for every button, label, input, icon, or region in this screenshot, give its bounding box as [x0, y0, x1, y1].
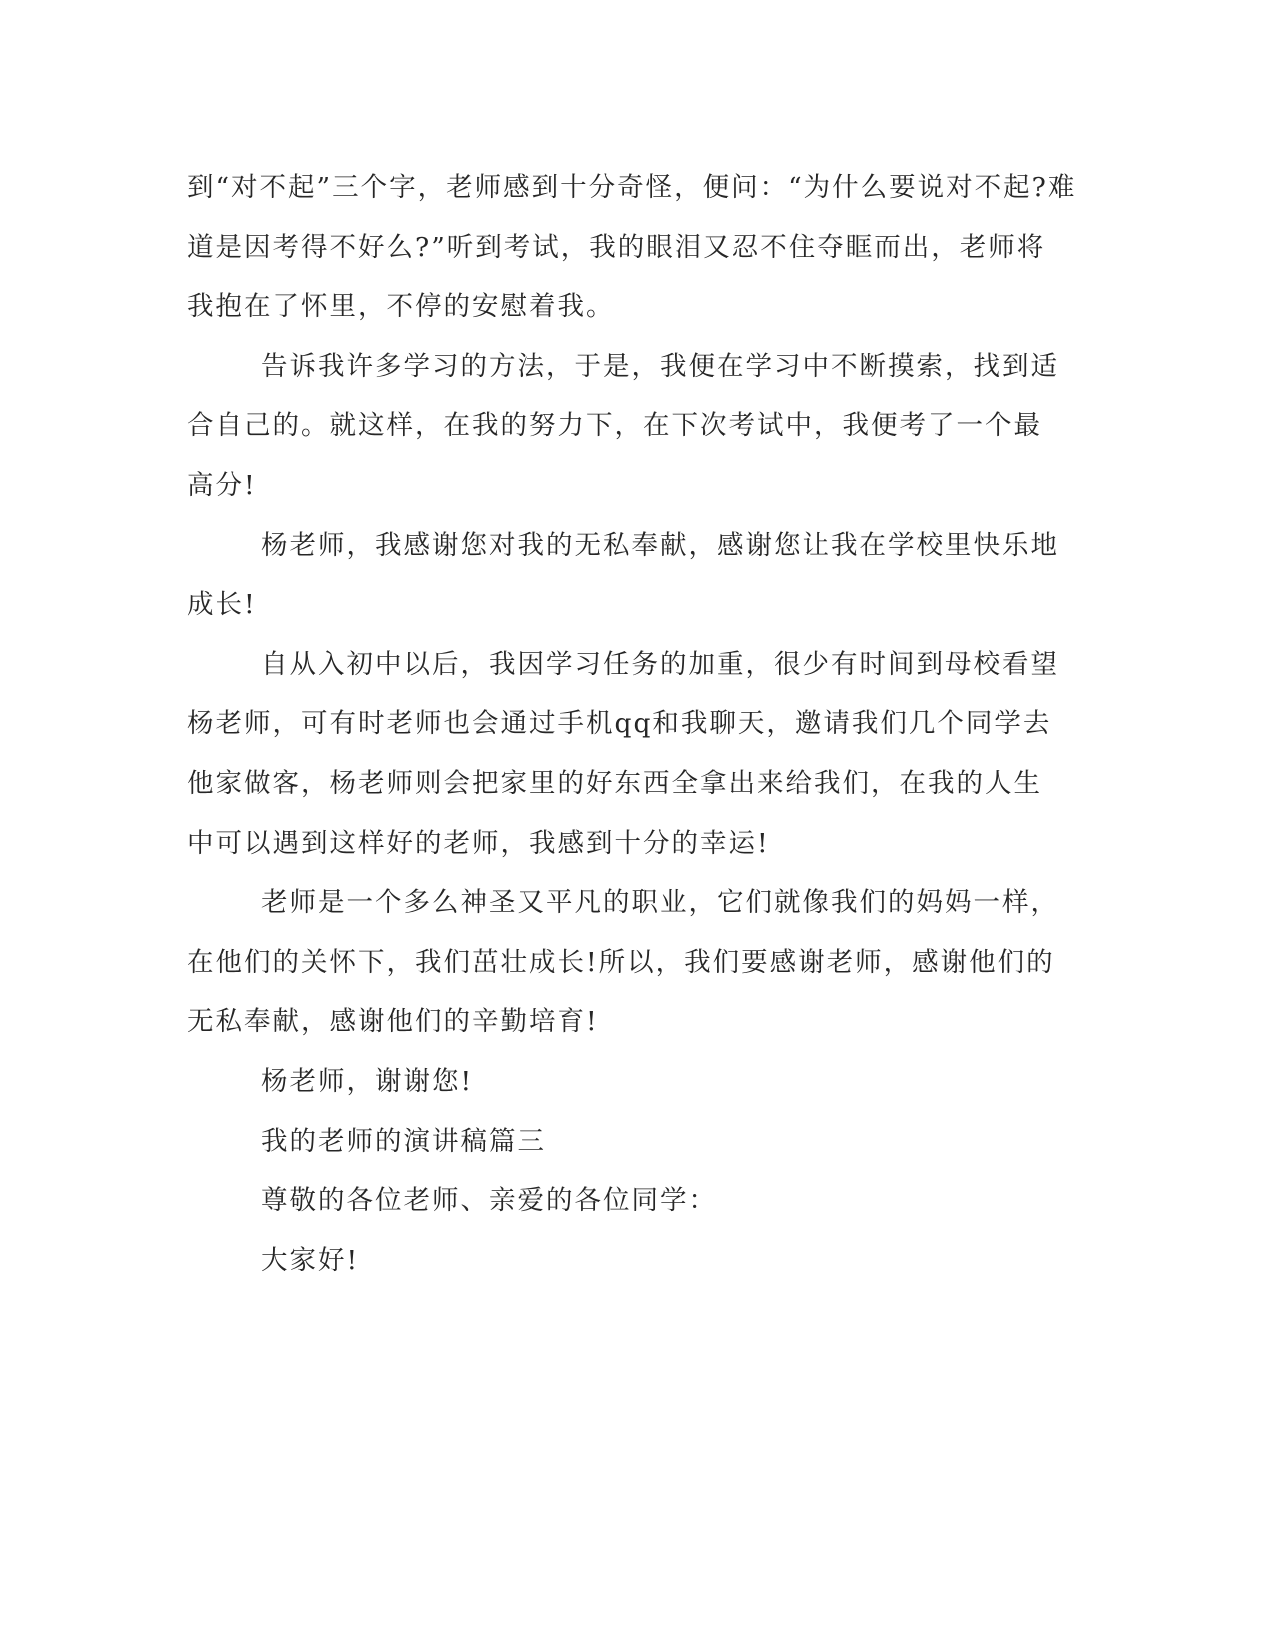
text-line: 无私奉献，感谢他们的辛勤培育!	[187, 1006, 599, 1038]
text-line: 到“对不起”三个字，老师感到十分奇怪，便问：“为什么要说对不起?难	[187, 172, 1077, 203]
section-heading	[187, 1112, 1087, 1172]
text-line: 道是因考得不好么?”听到考试，我的眼泪又忍不住夺眶而出，老师将	[187, 231, 1046, 263]
text-line: 他家做客，杨老师则会把家里的好东西全拿出来给我们，在我的人生	[187, 767, 1042, 799]
text-line: 成长!	[187, 589, 257, 621]
greeting	[187, 1231, 1087, 1291]
text-line: 中可以遇到这样好的老师，我感到十分的幸运!	[187, 827, 770, 859]
paragraph	[187, 158, 1087, 337]
text-line: 在他们的关怀下，我们茁壮成长!所以，我们要感谢老师，感谢他们的	[187, 946, 1055, 978]
paragraph	[187, 635, 1087, 873]
text-line: 大家好!	[261, 1244, 360, 1276]
paragraph	[187, 873, 1087, 1052]
text-line: 尊敬的各位老师、亲爱的各位同学：	[261, 1185, 717, 1217]
text-line: 合自己的。就这样，在我的努力下，在下次考试中，我便考了一个最	[187, 410, 1042, 442]
text-line: 自从入初中以后，我因学习任务的加重，很少有时间到母校看望	[261, 648, 1059, 680]
paragraph	[187, 1052, 1087, 1112]
document-body	[187, 158, 1087, 1290]
text-line: 高分!	[187, 469, 257, 501]
text-line: 杨老师，可有时老师也会通过手机qq和我聊天，邀请我们几个同学去	[187, 708, 1052, 740]
text-line: 老师是一个多么神圣又平凡的职业，它们就像我们的妈妈一样，	[261, 887, 1059, 919]
paragraph	[187, 516, 1087, 635]
text-line: 杨老师，谢谢您!	[261, 1065, 474, 1097]
text-line: 我抱在了怀里，不停的安慰着我。	[187, 291, 615, 323]
text-line: 杨老师，我感谢您对我的无私奉献，感谢您让我在学校里快乐地	[261, 529, 1059, 561]
text-line: 告诉我许多学习的方法，于是，我便在学习中不断摸索，找到适	[261, 350, 1059, 382]
paragraph	[187, 337, 1087, 516]
text-line: 我的老师的演讲稿篇三	[261, 1125, 546, 1157]
salutation	[187, 1171, 1087, 1231]
